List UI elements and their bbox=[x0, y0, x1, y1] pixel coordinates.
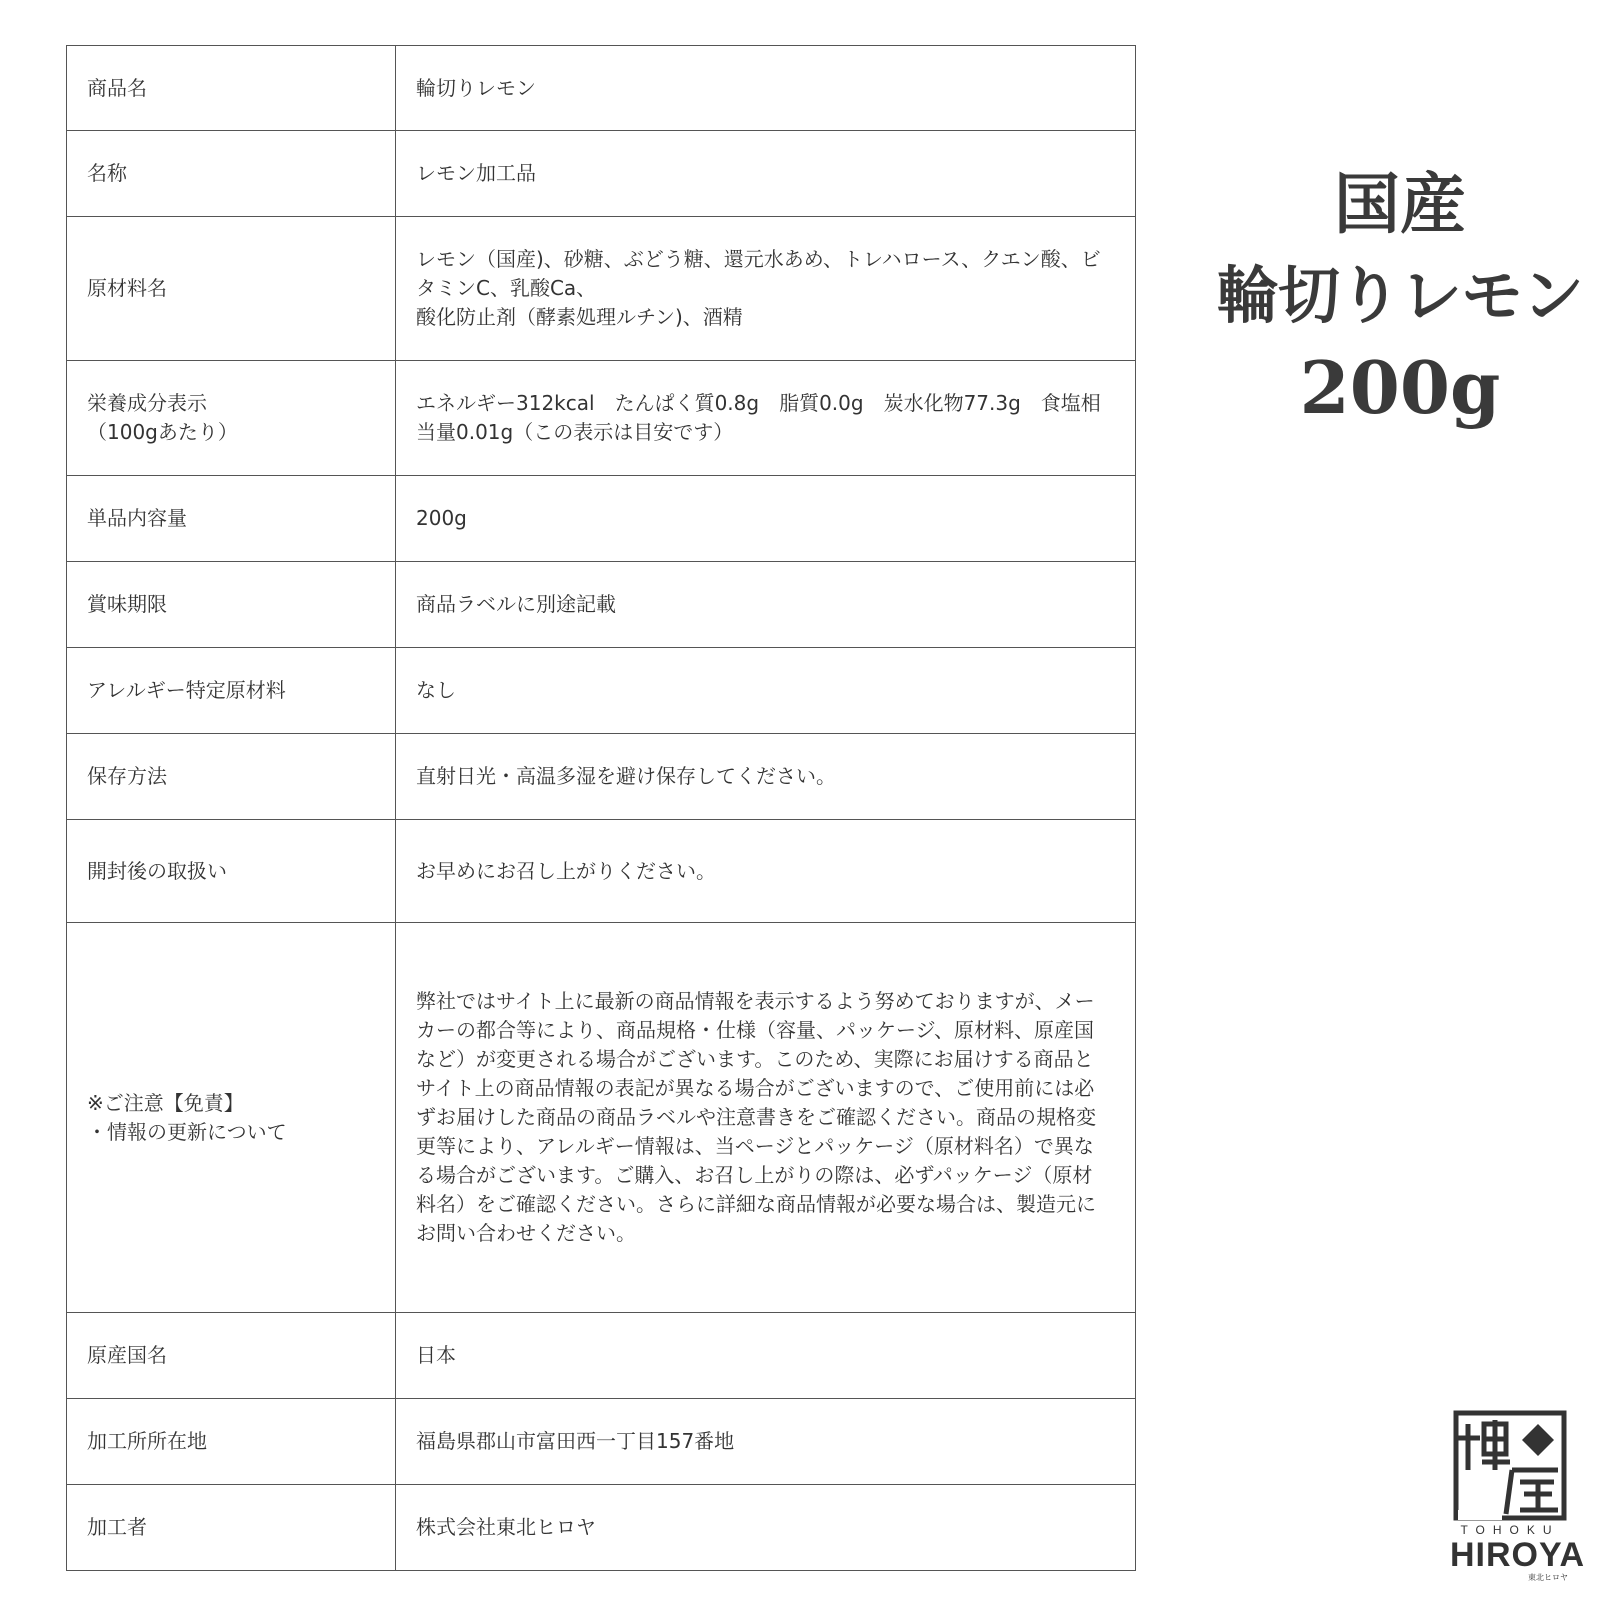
row-value-origin-country: 日本 bbox=[396, 1313, 1136, 1399]
title-weight: 200g bbox=[1299, 345, 1501, 430]
row-value-facility-address: 福島県郡山市富田西一丁目157番地 bbox=[396, 1399, 1136, 1485]
row-value-ingredients: レモン（国産)、砂糖、ぶどう糖、還元水あめ、トレハロース、クエン酸、ビタミンC、乳酸Ca、 酸化防止剤（酵素処理ルチン)、酒精 bbox=[396, 217, 1136, 361]
row-label-processor: 加工者 bbox=[67, 1485, 396, 1571]
row-label-name: 名称 bbox=[67, 131, 396, 217]
logo-sub-text: 東北ヒロヤ bbox=[1528, 1573, 1568, 1582]
table-row bbox=[67, 361, 1136, 476]
row-label-ingredients: 原材料名 bbox=[67, 217, 396, 361]
row-value-after-opening: お早めにお召し上がりください。 bbox=[396, 820, 1136, 923]
table-row bbox=[67, 648, 1136, 734]
table-row bbox=[67, 1485, 1136, 1571]
row-label-storage: 保存方法 bbox=[67, 734, 396, 820]
row-label-origin-country: 原産国名 bbox=[67, 1313, 396, 1399]
row-value-processor: 株式会社東北ヒロヤ bbox=[396, 1485, 1136, 1571]
row-value-allergens: なし bbox=[396, 648, 1136, 734]
product-spec-table bbox=[66, 45, 1136, 1571]
table-row bbox=[67, 562, 1136, 648]
row-label-after-opening: 開封後の取扱い bbox=[67, 820, 396, 923]
row-value-nutrition: エネルギー312kcal たんぱく質0.8g 脂質0.0g 炭水化物77.3g 食塩相当量0.01g（この表示は目安です） bbox=[396, 361, 1136, 476]
row-value-content-amount: 200g bbox=[396, 476, 1136, 562]
row-label-disclaimer: ※ご注意【免責】 ・情報の更新について bbox=[67, 923, 396, 1313]
table-row bbox=[67, 1399, 1136, 1485]
row-value-storage: 直射日光・高温多湿を避け保存してください。 bbox=[396, 734, 1136, 820]
table-row bbox=[67, 923, 1136, 1313]
table-row bbox=[67, 131, 1136, 217]
row-value-product-name: 輪切りレモン bbox=[396, 46, 1136, 131]
title-product: 輪切りレモン bbox=[1216, 259, 1583, 332]
table-row bbox=[67, 820, 1136, 923]
table-row bbox=[67, 734, 1136, 820]
hiroya-logo bbox=[1450, 1410, 1586, 1588]
row-label-product-name: 商品名 bbox=[67, 46, 396, 131]
row-value-name: レモン加工品 bbox=[396, 131, 1136, 217]
row-label-content-amount: 単品内容量 bbox=[67, 476, 396, 562]
row-value-best-before: 商品ラベルに別途記載 bbox=[396, 562, 1136, 648]
row-value-disclaimer: 弊社ではサイト上に最新の商品情報を表示するよう努めておりますが、メーカーの都合等により、商品規格・仕様（容量、パッケージ、原材料、原産国など）が変更される場合がございます。このため、実際にお届けする商品とサイト上の商品情報の表記が異なる場合がございますので、ご使用前には必ずお届けした商品の商品ラベルや注意書きをご確認ください。商品の規格変更等により、アレルギー情報は、当ページとパッケージ（原材料名）で異なる場合がございます。ご購入、お召し上がりの際は、必ずパッケージ（原材料名）をご確認ください。さらに詳細な商品情報が必要な場合は、製造元にお問い合わせください。 bbox=[396, 923, 1136, 1313]
row-label-facility-address: 加工所所在地 bbox=[67, 1399, 396, 1485]
logo-roman-text: TOHOKU bbox=[1460, 1523, 1560, 1537]
row-label-allergens: アレルギー特定原材料 bbox=[67, 648, 396, 734]
table-row bbox=[67, 476, 1136, 562]
product-title bbox=[1200, 158, 1600, 434]
title-origin: 国産 bbox=[1334, 165, 1466, 243]
row-label-nutrition: 栄養成分表示 （100gあたり） bbox=[67, 361, 396, 476]
row-label-best-before: 賞味期限 bbox=[67, 562, 396, 648]
logo-name-text: HIROYA bbox=[1450, 1536, 1586, 1574]
table-row bbox=[67, 46, 1136, 131]
table-row bbox=[67, 1313, 1136, 1399]
hiroya-logo-mark bbox=[1450, 1410, 1570, 1522]
table-row bbox=[67, 217, 1136, 361]
